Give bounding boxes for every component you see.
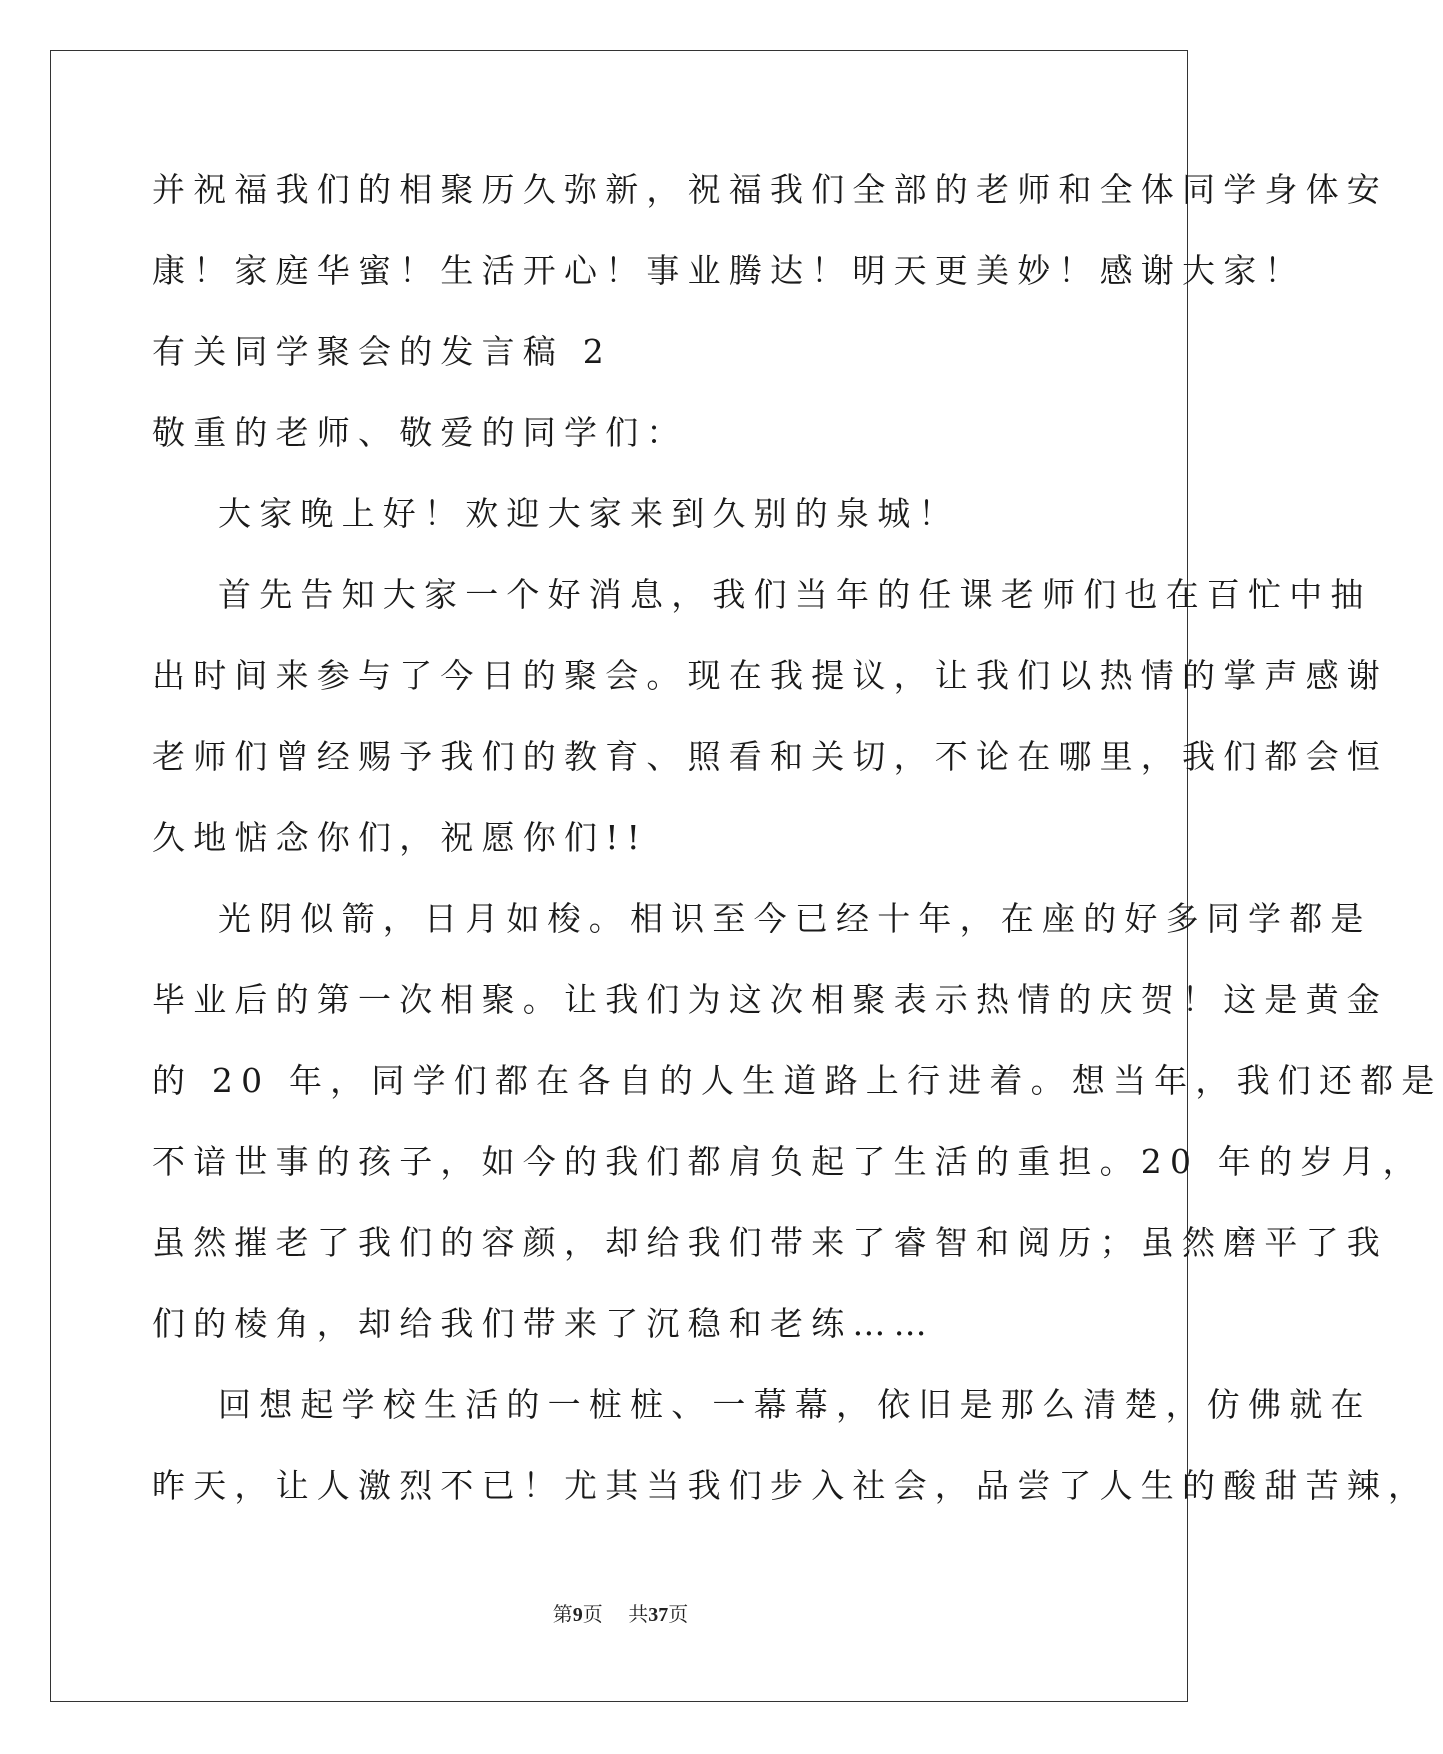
salutation: 敬重的老师、敬爱的同学们： xyxy=(152,413,688,452)
text-line: 出时间来参与了今日的聚会。现在我提议，让我们以热情的掌声感谢 xyxy=(152,656,1388,695)
section-heading: 有关同学聚会的发言稿 2 xyxy=(152,332,612,371)
page-footer xyxy=(0,1601,1241,1628)
page-prefix: 第 xyxy=(552,1602,573,1626)
total-pages: 37 xyxy=(648,1604,669,1626)
text-line: 老师们曾经赐予我们的教育、照看和关切，不论在哪里，我们都会恒 xyxy=(152,737,1388,776)
text-line: 久地惦念你们，祝愿你们!! xyxy=(152,818,649,857)
paragraph-start: 光阴似箭，日月如梭。相识至今已经十年，在座的好多同学都是 xyxy=(218,899,1372,938)
text-line: 昨天，让人激烈不已！尤其当我们步入社会，品尝了人生的酸甜苦辣， xyxy=(152,1466,1430,1505)
text-line: 康！家庭华蜜！生活开心！事业腾达！明天更美妙！感谢大家！ xyxy=(152,251,1306,290)
total-prefix: 共 xyxy=(628,1602,649,1626)
text-line: 不谙世事的孩子，如今的我们都肩负起了生活的重担。20 年的岁月， xyxy=(152,1142,1424,1181)
paragraph-start: 大家晚上好！欢迎大家来到久别的泉城！ xyxy=(218,494,960,533)
document-body xyxy=(152,160,1443,1537)
total-suffix: 页 xyxy=(668,1602,689,1626)
page-suffix: 页 xyxy=(582,1602,603,1626)
text-line: 的 20 年，同学们都在各自的人生道路上行进着。想当年，我们还都是 xyxy=(152,1061,1443,1100)
text-line: 毕业后的第一次相聚。让我们为这次相聚表示热情的庆贺！这是黄金 xyxy=(152,980,1388,1019)
text-line: 虽然摧老了我们的容颜，却给我们带来了睿智和阅历；虽然磨平了我 xyxy=(152,1223,1388,1262)
paragraph-start: 回想起学校生活的一桩桩、一幕幕，依旧是那么清楚，仿佛就在 xyxy=(218,1385,1372,1424)
text-line: 们的棱角，却给我们带来了沉稳和老练…… xyxy=(152,1304,935,1343)
text-line: 并祝福我们的相聚历久弥新，祝福我们全部的老师和全体同学身体安 xyxy=(152,170,1388,209)
paragraph-start: 首先告知大家一个好消息，我们当年的任课老师们也在百忙中抽 xyxy=(218,575,1372,614)
page-number: 9 xyxy=(572,1604,583,1626)
